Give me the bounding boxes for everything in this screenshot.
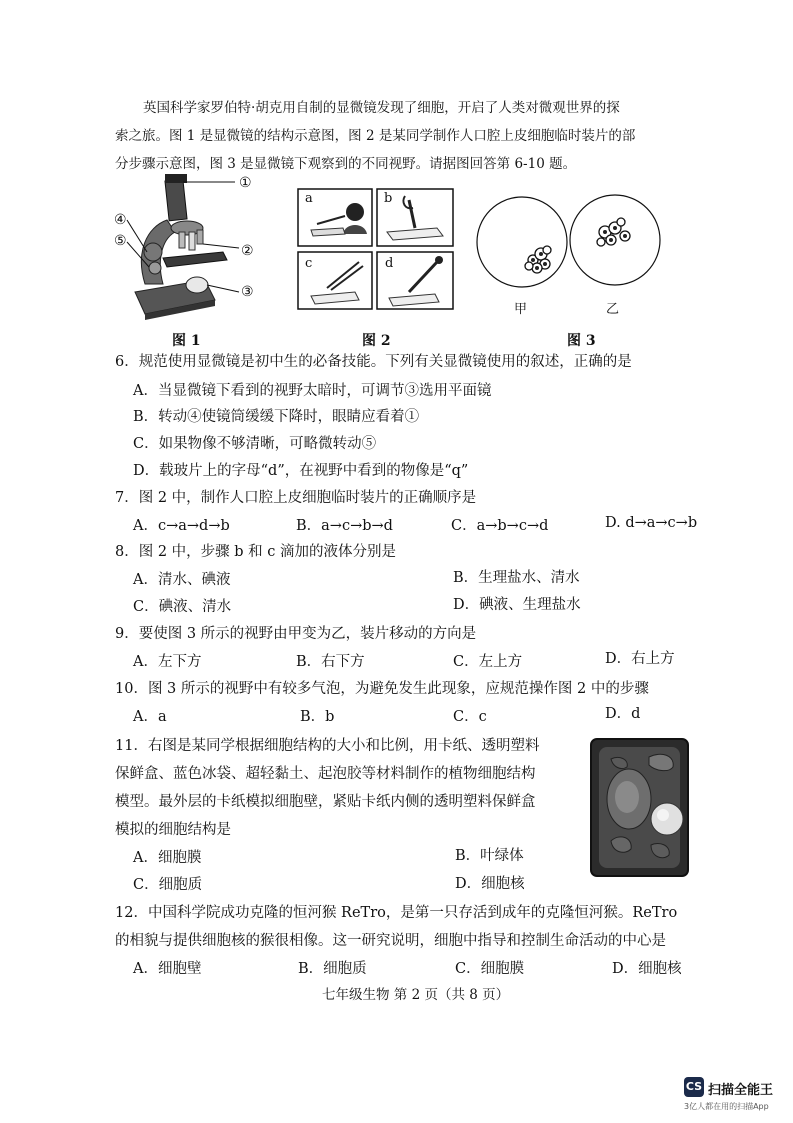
q7-option-a: A．c→a→d→b <box>133 518 230 534</box>
q11-option-c: C．细胞质 <box>133 877 203 893</box>
fig1-caption: 图 1 <box>172 333 201 349</box>
q9-option-b: B．右下方 <box>296 654 365 670</box>
q8-option-b: B．生理盐水、清水 <box>453 570 580 586</box>
scanner-logo-icon: CS <box>684 1077 704 1097</box>
fig1-label-5: ⑤ <box>114 233 127 249</box>
q11-stem-line-1: 11．右图是某同学根据细胞结构的大小和比例，用卡纸、透明塑料 <box>115 738 540 754</box>
q12-stem-line-2: 的相貌与提供细胞核的猴很相像。这一研究说明，细胞中指导和控制生命活动的中心是 <box>115 933 666 949</box>
q11-stem-line-3: 模型。最外层的卡纸模拟细胞壁，紧贴卡纸内侧的透明塑料保鲜盒 <box>115 794 536 810</box>
q11-stem-line-2: 保鲜盒、蓝色冰袋、超轻黏土、起泡胶等材料制作的植物细胞结构 <box>115 766 536 782</box>
q10-option-c: C．c <box>453 709 487 725</box>
fig2-label-b: b <box>384 191 393 206</box>
fig2-label-a: a <box>305 191 313 206</box>
fig1-label-4: ④ <box>114 212 127 228</box>
q7-option-c: C．a→b→c→d <box>451 518 549 534</box>
plant-cell-model-photo <box>589 737 690 878</box>
q6-option-b: B．转动④使镜筒缓缓下降时，眼睛应看着① <box>133 409 420 425</box>
q8-option-d: D．碘液、生理盐水 <box>453 597 581 613</box>
q9-option-c: C．左上方 <box>453 654 523 670</box>
scanner-app-name: 扫描全能王 <box>708 1083 774 1098</box>
page-footer: 七年级生物 第 2 页（共 8 页） <box>322 987 510 1003</box>
q9-option-a: A．左下方 <box>133 654 202 670</box>
q12-option-b: B．细胞质 <box>298 961 367 977</box>
q6-stem: 6．规范使用显微镜是初中生的必备技能。下列有关显微镜使用的叙述，正确的是 <box>115 354 632 370</box>
q7-option-b: B．a→c→b→d <box>296 518 393 534</box>
q10-option-b: B．b <box>300 709 335 725</box>
fig2-label-d: d <box>385 256 394 271</box>
q11-option-a: A．细胞膜 <box>133 850 202 866</box>
figure-2-steps <box>297 188 455 310</box>
q8-option-a: A．清水、碘液 <box>133 572 231 588</box>
q9-option-d: D．右上方 <box>605 651 675 667</box>
q10-stem: 10．图 3 所示的视野中有较多气泡，为避免发生此现象，应规范操作图 2 中的步骤 <box>115 681 649 697</box>
q6-option-c: C．如果物像不够清晰，可略微转动⑤ <box>133 436 377 452</box>
q12-stem-line-1: 12．中国科学院成功克隆的恒河猴 ReTro，是第一只存活到成年的克隆恒河猴。ReTro <box>115 905 678 921</box>
q12-option-a: A．细胞壁 <box>133 961 202 977</box>
q11-option-b: B．叶绿体 <box>455 848 524 864</box>
q12-option-c: C．细胞膜 <box>455 961 525 977</box>
q9-stem: 9．要使图 3 所示的视野由甲变为乙，装片移动的方向是 <box>115 626 477 642</box>
fig3-label-jia: 甲 <box>514 302 528 317</box>
q10-option-a: A．a <box>133 709 167 725</box>
intro-line-2: 索之旅。图 1 是显微镜的结构示意图，图 2 是某同学制作人口腔上皮细胞临时装片的部 <box>115 128 636 144</box>
fig3-caption: 图 3 <box>567 333 596 349</box>
q12-option-d: D．细胞核 <box>612 961 682 977</box>
q8-stem: 8．图 2 中，步骤 b 和 c 滴加的液体分别是 <box>115 544 397 560</box>
fig2-caption: 图 2 <box>362 333 391 349</box>
q6-option-a: A．当显微镜下看到的视野太暗时，可调节③选用平面镜 <box>133 383 492 399</box>
scanner-app-tagline: 3亿人都在用的扫描App <box>684 1102 769 1111</box>
q8-option-c: C．碘液、清水 <box>133 599 232 615</box>
fig3-label-yi: 乙 <box>606 302 620 317</box>
q11-stem-line-4: 模拟的细胞结构是 <box>115 822 231 838</box>
q10-option-d: D．d <box>605 706 641 722</box>
q11-option-d: D．细胞核 <box>455 876 525 892</box>
fig1-label-3: ③ <box>241 284 254 300</box>
q7-option-d: D. d→a→c→b <box>605 515 698 531</box>
intro-line-3: 分步骤示意图，图 3 是显微镜下观察到的不同视野。请据图回答第 6-10 题。 <box>115 156 577 172</box>
q6-option-d: D．载玻片上的字母“d”，在视野中看到的物像是“q” <box>133 463 469 479</box>
intro-line-1: 英国科学家罗伯特·胡克用自制的显微镜发现了细胞，开启了人类对微观世界的探 <box>143 100 620 116</box>
fig2-label-c: c <box>305 256 313 271</box>
fig1-label-2: ② <box>241 243 254 259</box>
figure-3-views <box>475 192 665 292</box>
q7-stem: 7．图 2 中，制作人口腔上皮细胞临时装片的正确顺序是 <box>115 490 477 506</box>
fig1-label-1: ① <box>239 175 252 191</box>
